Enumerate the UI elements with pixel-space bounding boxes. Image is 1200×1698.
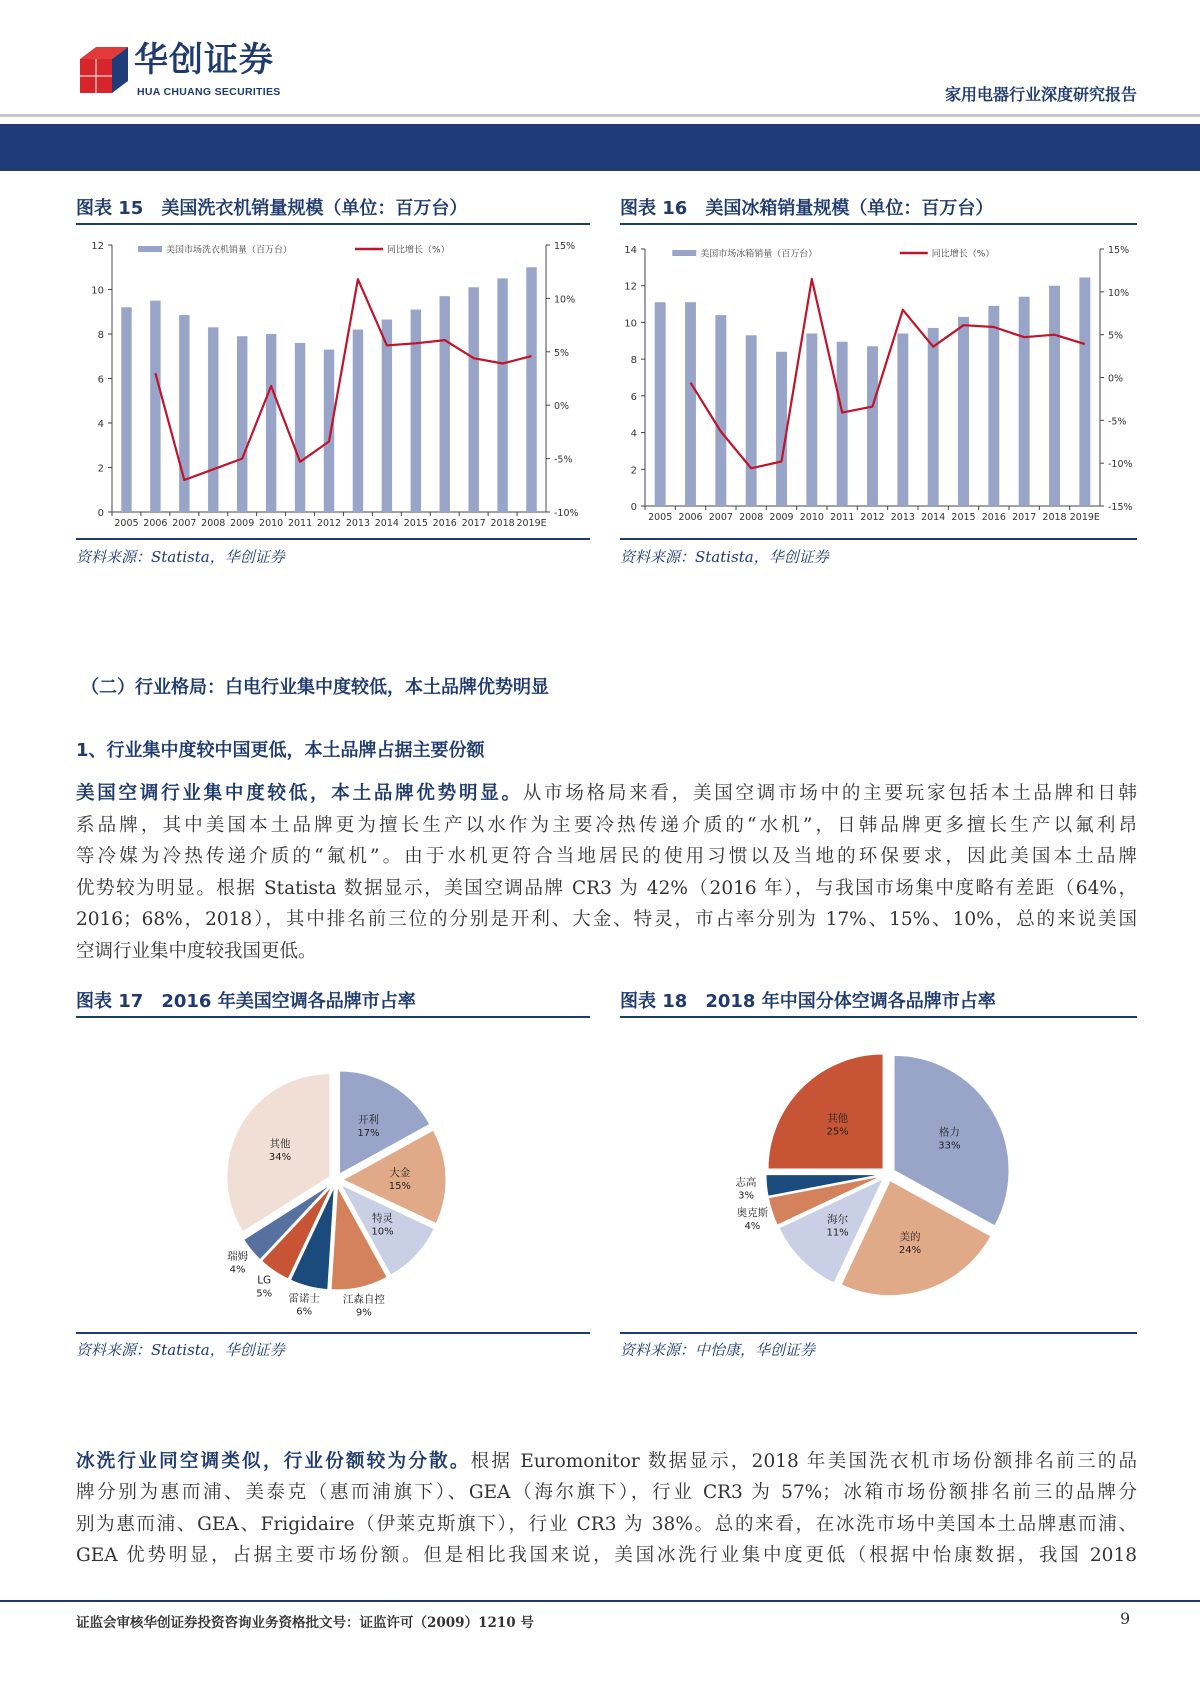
pie-value-label: 34% [268,1152,292,1164]
x-tick-label: 2013 [890,512,915,523]
x-tick-label: 2015 [403,518,428,529]
paragraph-lead: 冰洗行业同空调类似，行业份额较为分散。 [76,1451,471,1472]
x-tick-label: 2015 [951,512,976,523]
y2-tick-label: 10% [554,294,576,306]
bar [208,327,218,512]
legend-bar-label: 美国市场冰箱销量（百万台） [700,249,818,260]
x-tick-label: 2019E [516,518,547,529]
bar [497,278,507,512]
x-tick-label: 2007 [172,518,197,529]
subsection-heading: 1、行业集中度较中国更低，本土品牌占据主要份额 [76,740,485,761]
bar [526,267,536,512]
figure-15-source: 资料来源：Statista，华创证券 [76,548,285,566]
bar [897,333,908,506]
y-tick-label: 6 [630,391,637,403]
y2-tick-label: -5% [554,454,573,466]
header-band [0,124,1200,171]
y-tick-label: 6 [97,374,104,386]
figure-17-top-rule [76,1016,590,1018]
bar [988,306,999,506]
figure-number: 图表 17 [76,991,144,1012]
pie-value-label: 10% [371,1226,394,1238]
x-tick-label: 2019E [1069,512,1100,523]
report-title: 家用电器行业深度研究报告 [944,85,1137,104]
x-tick-label: 2016 [432,518,457,529]
header-divider [0,114,1200,117]
pie-label: 美的 [899,1230,921,1243]
bar [776,352,787,506]
pie-value-label: 33% [938,1140,961,1152]
pie-label: 雷诺士 [288,1292,320,1305]
x-tick-label: 2014 [374,518,399,529]
figure-number: 图表 15 [76,198,144,219]
pie-label: 瑞姆 [227,1250,249,1263]
bar [1049,286,1060,506]
pie-label: 特灵 [372,1212,394,1225]
x-tick-label: 2014 [921,512,946,523]
x-tick-label: 2018 [1042,512,1067,523]
figure-18-source: 资料来源：中怡康，华创证券 [620,1341,816,1359]
legend-line-label: 同比增长（%） [387,245,450,256]
bar [958,317,969,506]
figure-15-bottom-rule [76,538,590,540]
bar [411,310,421,512]
bar [266,334,276,512]
figure-caption: 美国洗衣机销量规模（单位：百万台） [161,198,468,219]
y-tick-label: 0 [97,508,104,519]
pie-value-label: 4% [744,1221,761,1233]
page-number: 9 [1120,1609,1131,1628]
x-tick-label: 2013 [345,518,371,529]
x-tick-label: 2009 [769,512,794,523]
figure-caption: 2018 年中国分体空调各品牌市占率 [705,991,996,1012]
paragraph-line [76,1450,1137,1474]
bar [685,302,696,506]
legend-bar-label: 美国市场洗衣机销量（百万台） [166,245,293,256]
x-tick-label: 2017 [461,518,486,529]
pie-value-label: 11% [826,1227,849,1239]
pie-label: 大金 [389,1166,411,1179]
figure-17-title [76,987,416,1013]
x-tick-label: 2008 [201,518,226,529]
y2-tick-label: 15% [554,241,576,252]
x-tick-label: 2007 [708,512,733,523]
figure-16-top-rule [620,223,1137,225]
figure-18-top-rule [620,1016,1137,1018]
paragraph-line: GEA 优势明显，占据主要市场份额。但是相比我国来说，美国冰洗行业集中度更低（根据中怡康数据，我国 2018 [76,1545,1137,1566]
logo-text-en: HUA CHUANG SECURITIES [137,86,281,98]
paragraph-line: 空调行业集中度较我国更低。 [76,941,317,962]
y2-tick-label: 0% [554,401,570,413]
pie-value-label: 5% [256,1288,273,1300]
footer-rule [0,1600,1200,1602]
y2-tick-label: 10% [1108,287,1130,299]
pie-value-label: 15% [388,1180,411,1192]
bar [353,330,363,512]
bar [295,343,305,512]
bar [867,346,878,506]
y-tick-label: 8 [97,330,104,341]
pie-value-label: 17% [357,1128,380,1140]
pie-value-label: 4% [229,1264,246,1276]
logo-text-cn: 华创证券 [134,40,274,80]
x-tick-label: 2006 [143,518,168,529]
figure-18-title [620,987,996,1013]
x-tick-label: 2011 [287,518,313,529]
x-tick-label: 2017 [1012,512,1037,523]
x-tick-label: 2010 [259,518,284,529]
bar [150,301,160,512]
bar [324,350,334,512]
pie-label: 志高 [735,1176,757,1189]
x-tick-label: 2010 [799,512,824,523]
bar [1019,297,1030,506]
figure-16-chart [620,228,1140,538]
figure-16-title [620,194,993,220]
bar [440,296,450,512]
y-tick-label: 4 [97,419,104,430]
figure-15-chart [76,228,596,538]
paragraph-text: 根据 Euromonitor 数据显示，2018 年美国洗衣机市场份额排名前三的品 [470,1451,1137,1472]
y-tick-label: 12 [624,281,637,293]
figure-17-bottom-rule [76,1332,590,1334]
bar [1079,277,1090,506]
x-tick-label: 2016 [981,512,1006,523]
pie-label: 开利 [358,1114,380,1127]
paragraph-line: 系品牌，其中美国本土品牌更为擅长生产以水作为主要冷热传递介质的“水机”，日韩品牌更多擅长生产以氟利昂 [76,815,1137,836]
x-tick-label: 2009 [230,518,255,529]
figure-caption: 美国冰箱销量规模（单位：百万台） [705,198,994,219]
pie-label: 格力 [938,1126,960,1139]
y2-tick-label: -5% [1108,416,1127,428]
pie-label: LG [257,1274,272,1287]
x-tick-label: 2008 [739,512,764,523]
pie-label: 海尔 [827,1213,849,1226]
figure-18-bottom-rule [620,1332,1137,1334]
figure-16-source: 资料来源：Statista，华创证券 [620,548,829,566]
paragraph-lead: 美国空调行业集中度较低，本土品牌优势明显。 [76,783,523,804]
figure-18-chart [620,1022,1137,1330]
x-tick-label: 2012 [860,512,885,523]
section-heading: （二）行业格局：白电行业集中度较低，本土品牌优势明显 [81,677,549,698]
pie-label: 其他 [827,1112,849,1125]
figure-number: 图表 18 [620,991,688,1012]
logo [76,43,132,97]
y-tick-label: 4 [630,428,637,440]
x-tick-label: 2018 [490,518,515,529]
bar [715,315,726,506]
y2-tick-label: -10% [554,508,579,519]
bar [746,335,757,506]
y-tick-label: 2 [630,465,637,477]
figure-16-bottom-rule [620,538,1137,540]
pie-value-label: 3% [738,1190,754,1202]
y-tick-label: 12 [91,241,104,252]
y2-tick-label: -10% [1108,459,1133,471]
pie-value-label: 24% [898,1244,922,1256]
bar [179,315,189,512]
pie-label: 奥克斯 [736,1207,769,1220]
bar [837,342,848,506]
figure-number: 图表 16 [620,198,688,219]
y2-tick-label: 5% [554,347,570,359]
y-tick-label: 14 [624,245,637,256]
logo-cube-icon [76,43,132,97]
legend-line-label: 同比增长（%） [931,249,995,260]
x-tick-label: 2011 [830,512,855,523]
y-tick-label: 2 [97,463,104,475]
paragraph-line: 优势较为明显。根据 Statista 数据显示，美国空调品牌 CR3 为 42%（2016 年），与我国市场集中度略有差距（64%， [76,878,1137,899]
bar [468,287,478,512]
bar [806,333,817,506]
bar [382,320,392,512]
y-tick-label: 10 [91,285,104,297]
paragraph-line: 2016；68%，2018），其中排名前三位的分别是开利、大金、特灵，市占率分别为 17%、15%、10%，总的来说美国 [76,909,1137,930]
y-tick-label: 10 [624,318,637,330]
bar [655,302,666,506]
legend-bar-swatch [672,250,696,256]
x-tick-label: 2005 [114,518,139,529]
pie-label: 江森自控 [342,1293,385,1306]
footer-license: 证监会审核华创证券投资咨询业务资格批文号：证监许可（2009）1210 号 [76,1615,534,1631]
figure-15-title [76,194,467,220]
figure-17-chart [76,1022,590,1330]
legend-bar-swatch [138,246,162,252]
figure-caption: 2016 年美国空调各品牌市占率 [161,991,416,1012]
pie-slice [768,1054,883,1169]
paragraph-line [76,782,1137,806]
y2-tick-label: -15% [1108,502,1133,513]
x-tick-label: 2005 [648,512,673,523]
y-tick-label: 8 [630,355,637,367]
bar [928,328,939,506]
figure-15-top-rule [76,223,590,225]
pie-value-label: 9% [355,1307,372,1319]
x-tick-label: 2012 [316,518,342,529]
paragraph-line: 牌分别为惠而浦、美泰克（惠而浦旗下）、GEA（海尔旗下），行业 CR3 为 57%；冰箱市场份额排名前三的品牌分 [76,1482,1137,1503]
y-tick-label: 0 [630,502,637,513]
bar [237,336,247,512]
pie-value-label: 25% [826,1126,849,1138]
y2-tick-label: 0% [1108,373,1124,385]
figure-17-source: 资料来源：Statista，华创证券 [76,1341,285,1359]
y2-tick-label: 15% [1108,245,1130,256]
x-tick-label: 2006 [678,512,703,523]
pie-label: 其他 [269,1138,291,1151]
bar [121,307,131,512]
paragraph-line: 等冷媒为冷热传递介质的“氟机”。由于水机更符合当地居民的使用习惯以及当地的环保要求，因此美国本土品牌 [76,846,1137,867]
paragraph-text: 从市场格局来看，美国空调市场中的主要玩家包括本土品牌和日韩 [522,783,1137,804]
pie-value-label: 6% [296,1306,313,1318]
paragraph-line: 别为惠而浦、GEA、Frigidaire（伊莱克斯旗下），行业 CR3 为 38%。总的来看，在冰洗市场中美国本土品牌惠而浦、 [76,1514,1137,1535]
y2-tick-label: 5% [1108,330,1124,342]
